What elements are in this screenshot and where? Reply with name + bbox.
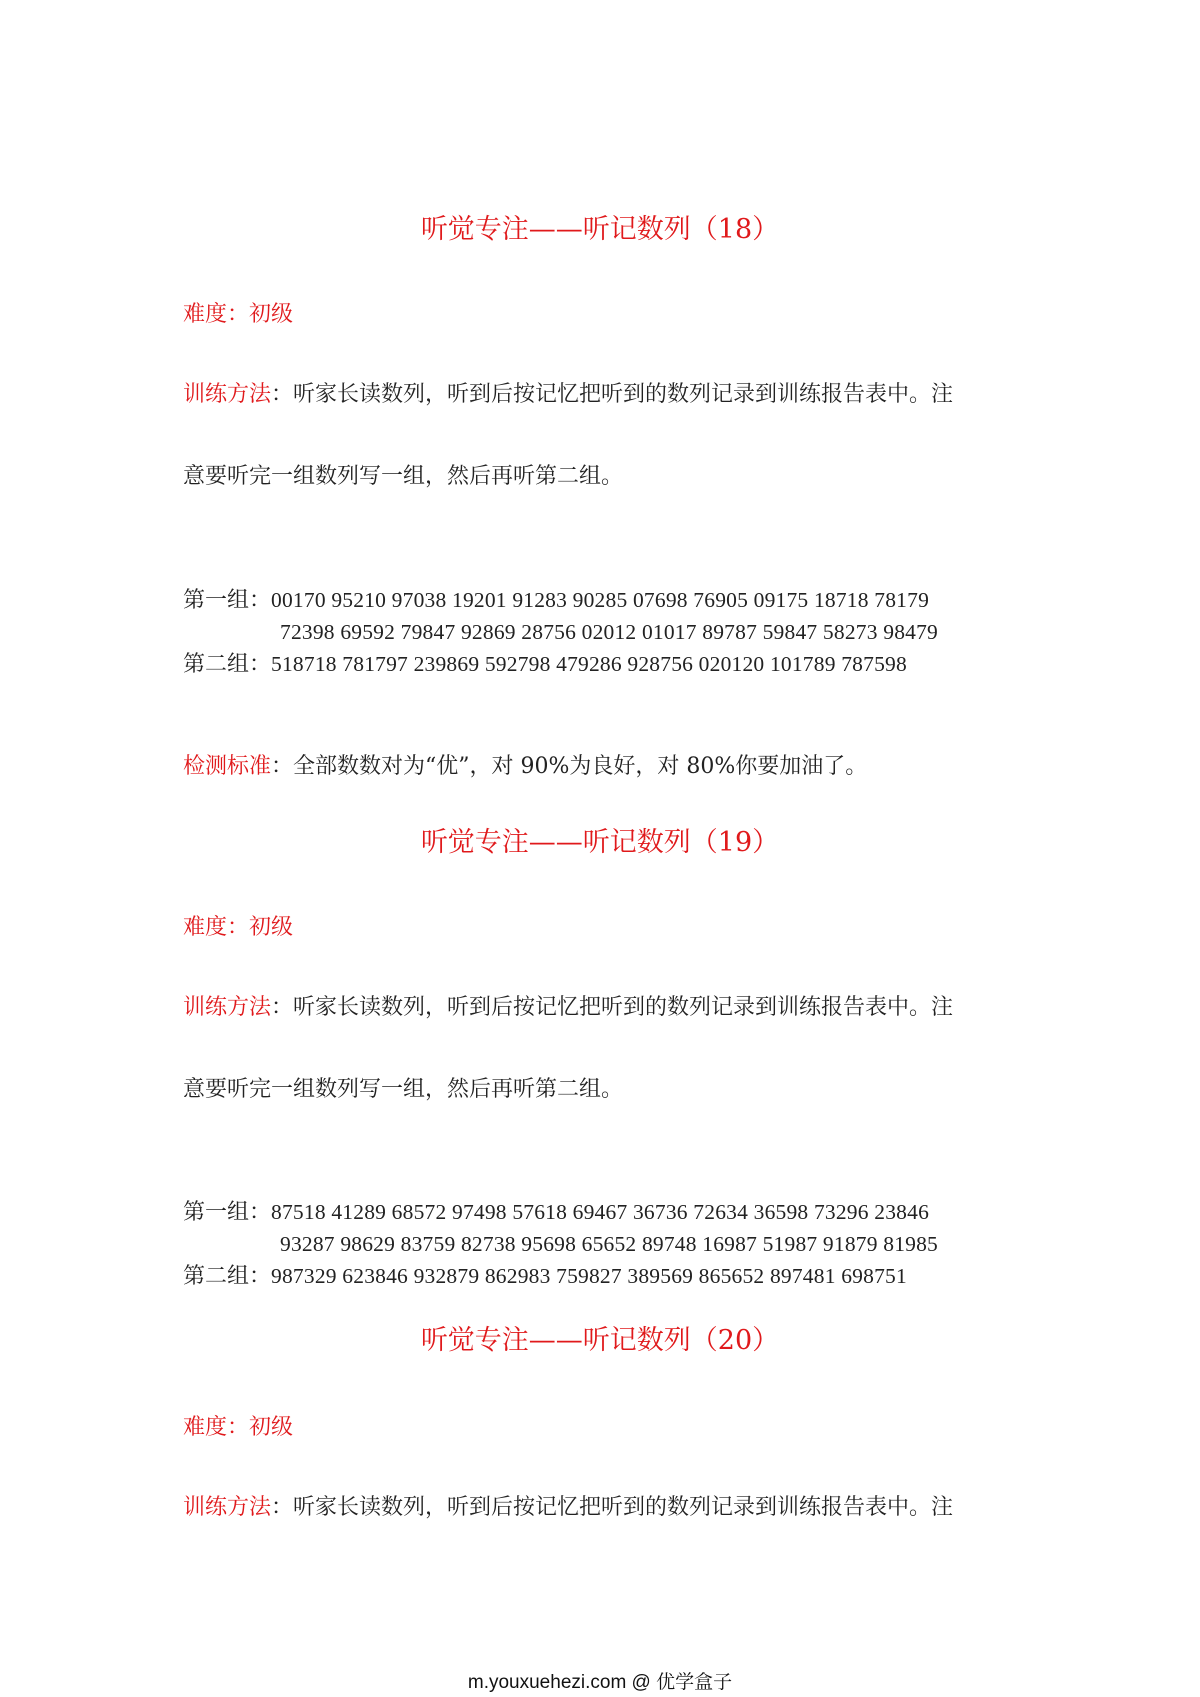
group1-numbers-line1: 87518 41289 68572 97498 57618 69467 36736 72634 36598 73296 23846 xyxy=(271,1200,930,1224)
section-19-title: 听觉专注——听记数列（19） xyxy=(420,827,780,858)
section-18-method-cont: 意要听完一组数列写一组，然后再听第二组。 xyxy=(183,464,624,489)
group2-label: 第二组： xyxy=(183,1264,272,1289)
section-20-title: 听觉专注——听记数列（20） xyxy=(420,1325,780,1356)
section-20-difficulty: 难度：初级 xyxy=(183,1415,294,1440)
standard-text: ：全部数数对为“优”，对 90%为良好，对 80%你要加油了。 xyxy=(271,754,868,779)
standard-label: 检测标准 xyxy=(183,754,272,779)
method-label: 训练方法 xyxy=(183,995,272,1020)
section-18-difficulty: 难度：初级 xyxy=(183,302,294,327)
section-18-group2 xyxy=(183,649,907,680)
method-label: 训练方法 xyxy=(183,1495,272,1520)
method-label: 训练方法 xyxy=(183,382,272,407)
section-19-group1-line2: 93287 98629 83759 82738 95698 65652 89748 16987 51987 91879 81985 xyxy=(280,1232,938,1256)
method-text: ：听家长读数列，听到后按记忆把听到的数列记录到训练报告表中。注 xyxy=(271,1495,954,1520)
section-18-group1 xyxy=(183,585,929,616)
group1-label: 第一组： xyxy=(183,588,272,613)
section-18-standard xyxy=(183,752,867,782)
section-18-title: 听觉专注——听记数列（18） xyxy=(420,214,780,245)
section-19-method-cont: 意要听完一组数列写一组，然后再听第二组。 xyxy=(183,1077,624,1102)
group2-numbers: 987329 623846 932879 862983 759827 389569 865652 897481 698751 xyxy=(271,1264,907,1288)
section-19-method xyxy=(183,993,953,1023)
footer-watermark: m.youxuehezi.com @ 优学盒子 xyxy=(467,1672,733,1693)
section-19-difficulty: 难度：初级 xyxy=(183,915,294,940)
group2-label: 第二组： xyxy=(183,652,272,677)
section-18-group1-line2: 72398 69592 79847 92869 28756 02012 01017 89787 59847 58273 98479 xyxy=(280,620,938,644)
method-text: ：听家长读数列，听到后按记忆把听到的数列记录到训练报告表中。注 xyxy=(271,382,954,407)
section-18-method xyxy=(183,380,953,410)
section-19-group2 xyxy=(183,1261,907,1292)
method-text: ：听家长读数列，听到后按记忆把听到的数列记录到训练报告表中。注 xyxy=(271,995,954,1020)
group2-numbers: 518718 781797 239869 592798 479286 928756 020120 101789 787598 xyxy=(271,652,907,676)
section-19-group1 xyxy=(183,1197,929,1228)
group1-label: 第一组： xyxy=(183,1200,272,1225)
group1-numbers-line1: 00170 95210 97038 19201 91283 90285 07698 76905 09175 18718 78179 xyxy=(271,588,930,612)
section-20-method xyxy=(183,1493,953,1523)
